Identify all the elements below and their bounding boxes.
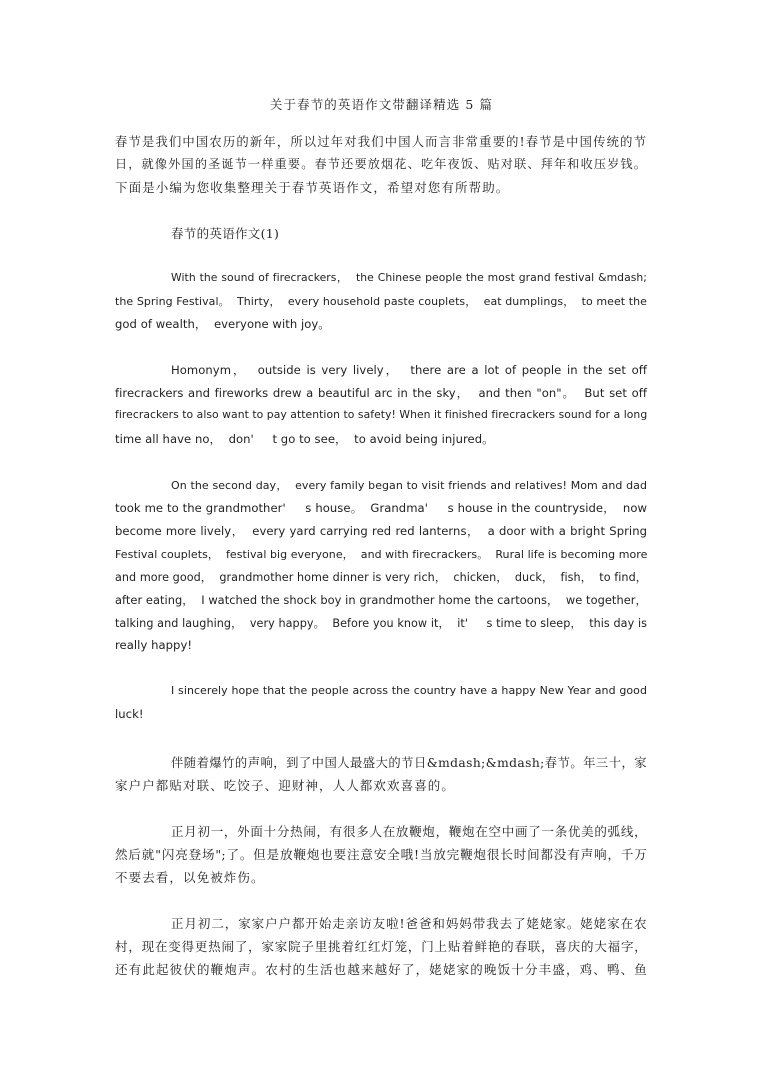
cn-paragraph-line: 还有此起彼伏的鞭炮声。农村的生活也越来越好了，姥姥家的晚饭十分丰盛，鸡、鸭、鱼 [115,962,647,977]
en-paragraph-line: talking and laughing， very happy。 Before you know it， it' s time to sleep， this day is [115,617,647,630]
en-paragraph-line: luck! [115,707,144,721]
intro-line: 日，就像外国的圣诞节一样重要。春节还要放烟花、吃年夜饭、贴对联、拜年和收压岁钱。 [115,157,647,171]
cn-paragraph-line: 不要去看，以免被炸伤。 [115,870,265,885]
en-paragraph-line: On the second day， every family began to visit friends and relatives! Mom and dad [171,479,647,492]
en-paragraph-line: Festival couplets， festival big everyone， and with firecrackers。 Rural life is becoming more [115,548,648,561]
en-paragraph-line: took me to the grandmother' s house。 Grandma' s house in the countryside， now [115,501,647,515]
cn-paragraph-line: 家户户都贴对联、吃饺子、迎财神，人人都欢欢喜喜的。 [115,778,456,793]
en-paragraph-line: With the sound of firecrackers， the Chinese people the most grand festival &mdash; [171,271,647,284]
cn-paragraph-line: 正月初一，外面十分热闹，有很多人在放鞭炮，鞭炮在空中画了一条优美的弧线， [171,824,647,839]
cn-paragraph-line: 伴随着爆竹的声响，到了中国人最盛大的节日&mdash;&mdash;春节。年三十，家 [171,756,647,770]
intro-line: 下面是小编为您收集整理关于春节英语作文，希望对您有所帮助。 [115,180,510,195]
en-paragraph-line: really happy! [115,638,193,652]
en-paragraph-line: firecrackers and fireworks drew a beautiful arc in the sky， and then "on"。 But set off [115,386,647,400]
en-paragraph-line: become more lively， every yard carrying red red lanterns， a door with a bright Spring [115,524,647,538]
document-title: 关于春节的英语作文带翻译精选 5 篇 [269,97,494,112]
en-paragraph-line: I sincerely hope that the people across the country have a happy New Year and good [171,684,647,697]
en-paragraph-line: the Spring Festival。 Thirty， every household paste couplets， eat dumplings， to meet the [115,295,647,308]
en-paragraph-line: god of wealth， everyone with joy。 [115,317,330,331]
section-heading: 春节的英语作文(1) [171,226,280,241]
en-paragraph-line: Homonym， outside is very lively， there are a lot of people in the set off [171,363,647,377]
cn-paragraph-line: 村，现在变得更热闹了，家家院子里挑着红红灯笼，门上贴着鲜艳的春联，喜庆的大福字， [115,939,647,954]
en-paragraph-line: and more good， grandmother home dinner is very rich， chicken， duck， fish， to find， [115,571,647,584]
en-paragraph-line: firecrackers to also want to pay attention to safety! When it finished firecrackers sound for a long [115,408,648,421]
cn-paragraph-line: 然后就"闪亮登场";了。但是放鞭炮也要注意安全哦!当放完鞭炮很长时间都没有声响，千万 [115,847,647,862]
cn-paragraph-line: 正月初二，家家户户都开始走亲访友啦!爸爸和妈妈带我去了姥姥家。姥姥家在农 [171,916,647,931]
intro-line: 春节是我们中国农历的新年，所以过年对我们中国人而言非常重要的!春节是中国传统的节 [115,135,647,149]
en-paragraph-line: after eating， I watched the shock boy in grandmother home the cartoons， we together， [115,593,647,607]
en-paragraph-line: time all have no， don' t go to see， to avoid being injured。 [115,432,494,446]
